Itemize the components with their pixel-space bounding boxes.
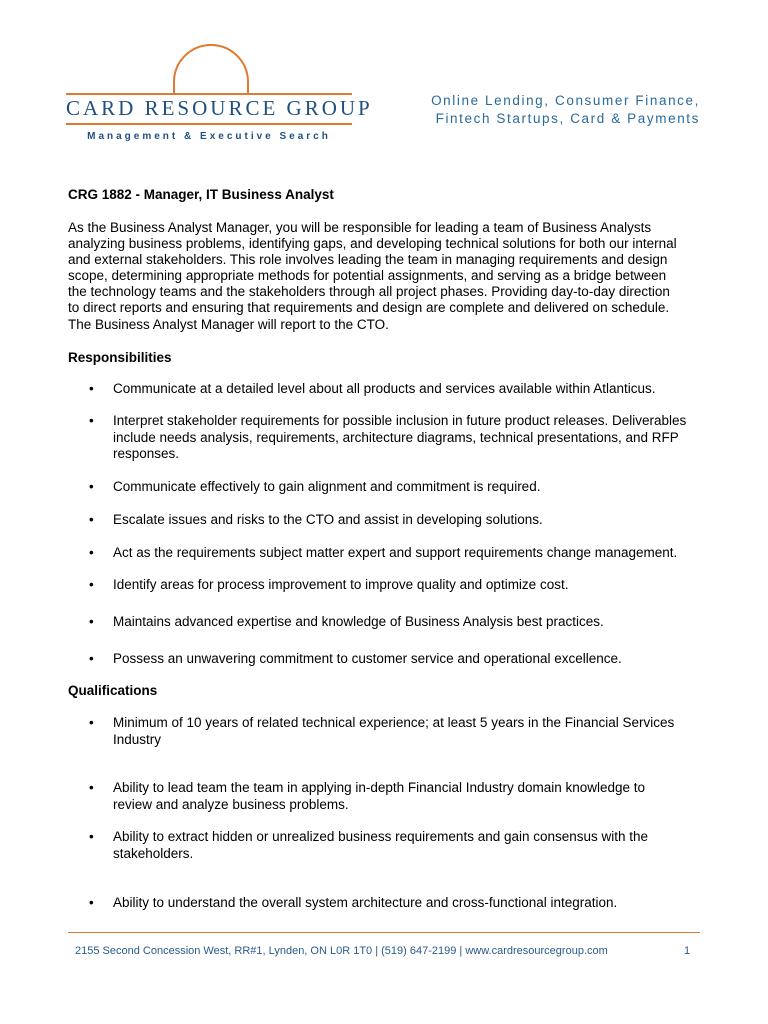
logo-tagline: Management & Executive Search: [87, 131, 331, 142]
item-line: Possess an unwavering commitment to customer service and operational excellence.: [113, 651, 622, 666]
item-line: stakeholders.: [113, 845, 194, 861]
intro-paragraph: [68, 220, 708, 333]
bullet-icon: •: [89, 545, 94, 560]
logo-arch-icon: [66, 40, 356, 96]
responsibility-item: [113, 651, 713, 668]
qualification-item: [113, 780, 713, 813]
bullet-icon: •: [89, 577, 94, 592]
item-line: Ability to extract hidden or unrealized business requirements and gain consensus with the: [113, 829, 649, 844]
item-line: Identify areas for process improvement to improve quality and optimize cost.: [113, 577, 569, 592]
footer-address: 2155 Second Concession West, RR#1, Lynden, ON L0R 1T0 | (519) 647-2199 | www.cardresourcegroup.com: [75, 945, 608, 957]
bullet-icon: •: [89, 512, 94, 527]
responsibilities-heading: Responsibilities: [68, 350, 172, 365]
item-line: Interpret stakeholder requirements for possible inclusion in future product releases. Deliverables: [113, 413, 687, 428]
qualifications-heading: Qualifications: [68, 683, 158, 698]
bullet-icon: •: [89, 413, 94, 428]
responsibility-item: [113, 545, 713, 562]
qualification-item: [113, 895, 713, 912]
tagline-line: Online Lending, Consumer Finance,: [431, 93, 700, 108]
item-line: Communicate at a detailed level about all products and services available within Atlanticus.: [113, 381, 656, 396]
bullet-icon: •: [89, 715, 94, 730]
item-line: Industry: [113, 731, 162, 747]
header-tagline: [380, 92, 700, 128]
item-line: Maintains advanced expertise and knowledge of Business Analysis best practices.: [113, 614, 604, 629]
bullet-icon: •: [89, 614, 94, 629]
item-line: Ability to lead team the team in applying in-depth Financial Industry domain knowledge to: [113, 780, 646, 795]
job-title: CRG 1882 - Manager, IT Business Analyst: [68, 187, 334, 202]
bullet-icon: •: [89, 829, 94, 844]
responsibility-item: [113, 413, 713, 463]
qualification-item: [113, 829, 713, 862]
responsibility-item: [113, 512, 713, 529]
responsibility-item: [113, 614, 713, 631]
page-number: 1: [684, 945, 691, 957]
item-line: Communicate effectively to gain alignment and commitment is required.: [113, 479, 541, 494]
footer-rule: [68, 932, 700, 933]
intro-line: analyzing business problems, identifying gaps, and developing technical solutions for both our internal: [68, 236, 677, 252]
item-line: Minimum of 10 years of related technical experience; at least 5 years in the Financial Services: [113, 715, 675, 730]
bullet-icon: •: [89, 381, 94, 396]
intro-line: the technology teams and the stakeholders through all project phases. Providing day-to-day direction: [68, 284, 670, 300]
responsibility-item: [113, 381, 713, 398]
item-line: include needs analysis, requirements, architecture diagrams, technical presentations, and RFP: [113, 429, 679, 445]
item-line: responses.: [113, 446, 180, 462]
qualification-item: [113, 715, 713, 748]
item-line: review and analyze business problems.: [113, 796, 349, 812]
item-line: Ability to understand the overall system architecture and cross-functional integration.: [113, 895, 618, 910]
logo-top-rule: [66, 93, 352, 95]
intro-line: scope, determining appropriate methods for potential assignments, and serving as a bridge between: [68, 268, 667, 284]
bullet-icon: •: [89, 895, 94, 910]
tagline-line: Fintech Startups, Card & Payments: [435, 111, 700, 126]
bullet-icon: •: [89, 651, 94, 666]
responsibility-item: [113, 479, 713, 496]
item-line: Escalate issues and risks to the CTO and assist in developing solutions.: [113, 512, 543, 527]
responsibility-item: [113, 577, 713, 594]
intro-line: to direct reports and ensuring that requirements and design are complete and delivered on schedule.: [68, 300, 670, 316]
intro-line: The Business Analyst Manager will report to the CTO.: [68, 316, 389, 332]
logo-bottom-rule: [66, 123, 352, 125]
bullet-icon: •: [89, 780, 94, 795]
bullet-icon: •: [89, 479, 94, 494]
intro-line: and external stakeholders. This role involves leading the team in managing requirements and design: [68, 252, 668, 268]
logo-company-name: CARD RESOURCE GROUP: [66, 96, 373, 120]
item-line: Act as the requirements subject matter expert and support requirements change management.: [113, 545, 678, 560]
intro-line: As the Business Analyst Manager, you will be responsible for leading a team of Business Analysts: [68, 220, 652, 235]
